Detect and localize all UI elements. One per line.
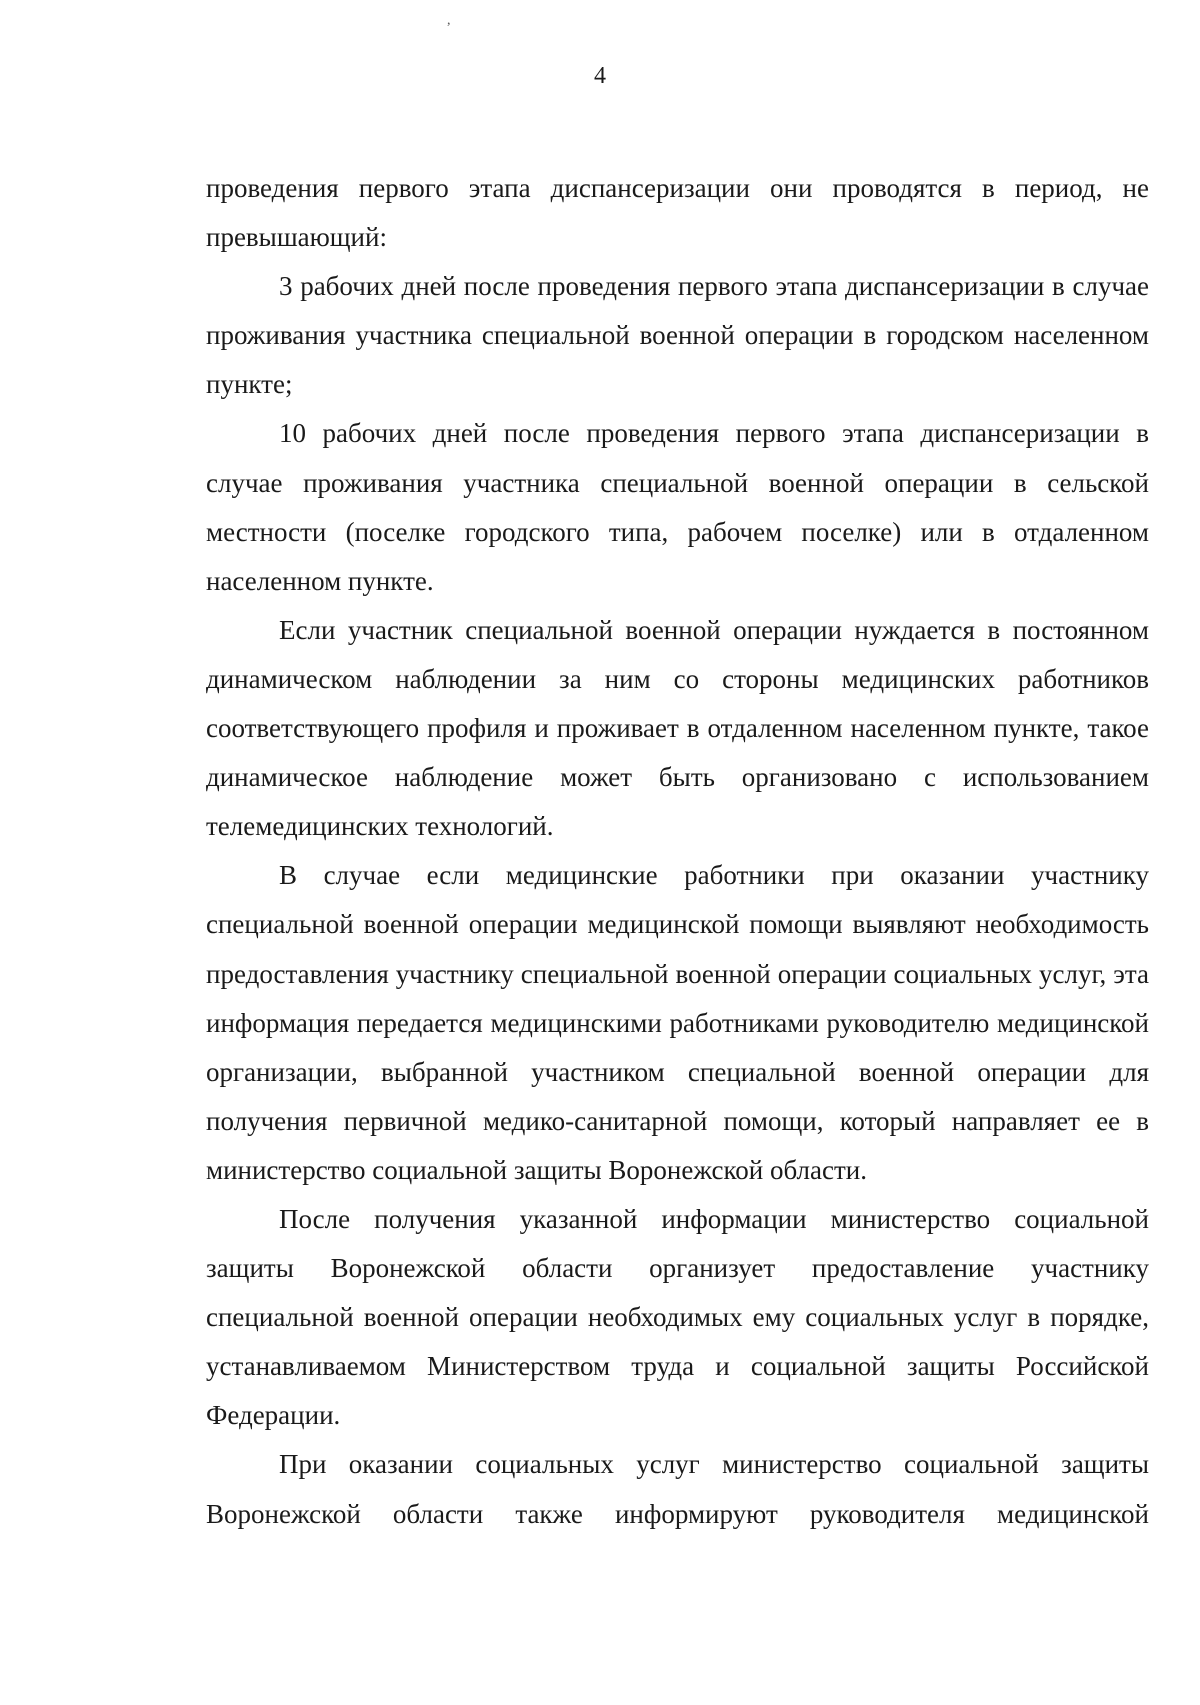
- page-number: 4: [594, 63, 606, 89]
- paragraph-ministry-informs: При оказании социальных услуг министерство социальной защиты Воронежской области также информируют руководителя медицинской: [206, 1449, 1149, 1529]
- paragraph-rural-term: 10 рабочих дней после проведения первого этапа диспансеризации в случае проживания участника специальной военной операции в сельской местности (поселке городского типа, рабочем поселке) или в отдаленном населенном пункте.: [206, 418, 1149, 596]
- paragraph-telemedicine: Если участник специальной военной операции нуждается в постоянном динамическом наблюдении за ним со стороны медицинских работников соответствующего профиля и проживает в отдаленном населенном пункте, такое динамическое наблюдение может быть организовано с использованием телемедицинских технологий.: [206, 614, 1149, 842]
- document-body: [206, 164, 1149, 1539]
- scan-speck: ,: [447, 13, 451, 28]
- paragraph-urban-term: 3 рабочих дней после проведения первого этапа диспансеризации в случае проживания участника специальной военной операции в городском населенном пункте;: [206, 271, 1149, 400]
- paragraph-continuation: проведения первого этапа диспансеризации они проводятся в период, не превышающий:: [206, 173, 1149, 253]
- paragraph-social-services-need: В случае если медицинские работники при оказании участнику специальной военной операции медицинской помощи выявляют необходимость предоставления участнику специальной военной операции социальных услуг, эта информация передается медицинскими работниками руководителю медицинской организации, выбранной участником специальной военной операции для получения первичной медико-санитарной помощи, который направляет ее в министерство социальной защиты Воронежской области.: [206, 860, 1149, 1185]
- paragraph-ministry-organizes: После получения указанной информации министерство социальной защиты Воронежской области организует предоставление участнику специальной военной операции необходимых ему социальных услуг в порядке, устанавливаемом Министерством труда и социальной защиты Российской Федерации.: [206, 1203, 1149, 1431]
